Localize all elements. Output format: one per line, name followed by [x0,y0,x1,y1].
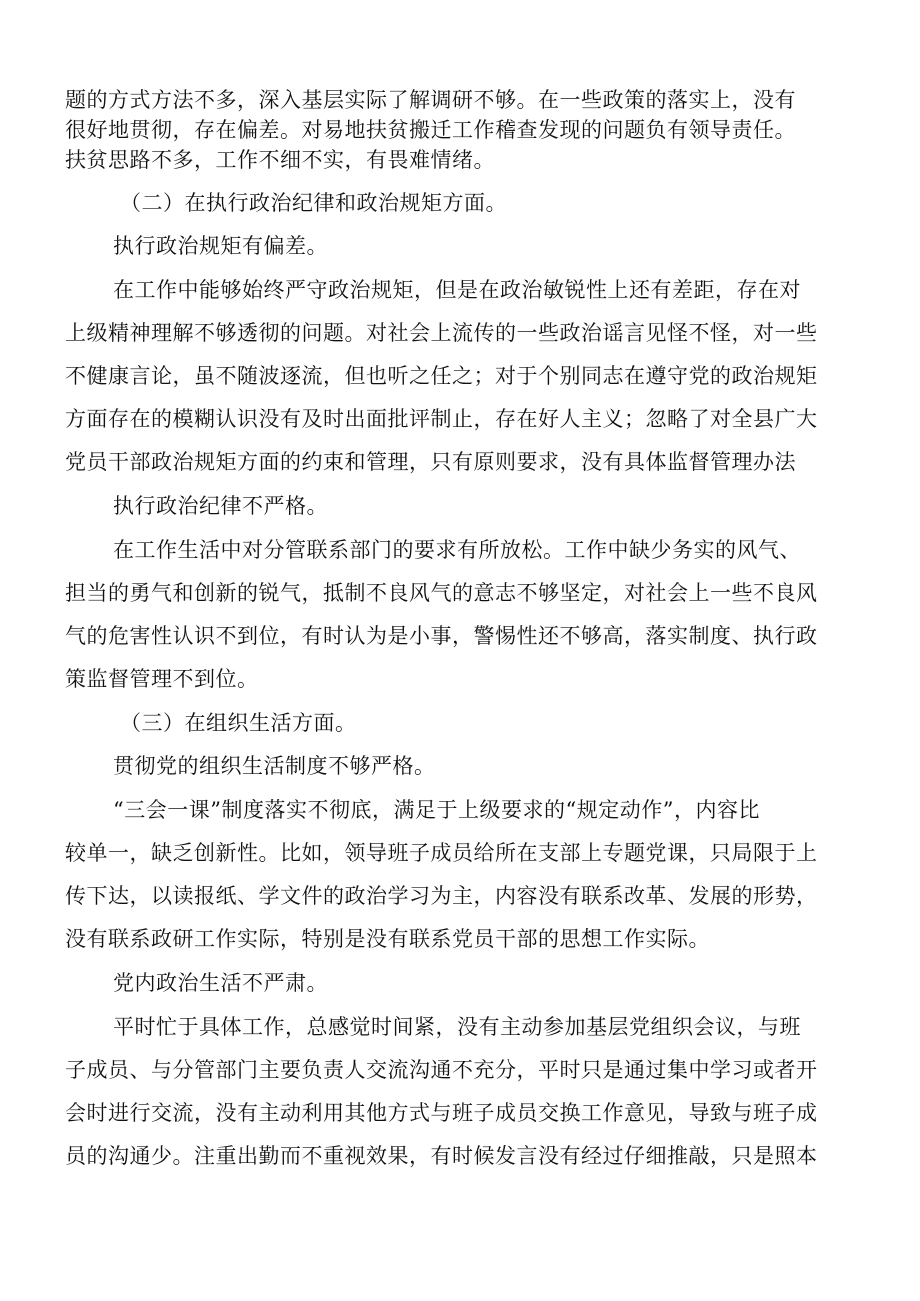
subheading: 执行政治规矩有偏差。 [113,234,328,258]
paragraph-line: 党员干部政治规矩方面的约束和管理，只有原则要求，没有具体监督管理办法 [65,450,796,474]
section-heading: （二）在执行政治纪律和政治规矩方面。 [120,191,507,215]
paragraph-line: 气的危害性认识不到位，有时认为是小事，警惕性还不够高，落实制度、执行政 [65,624,818,648]
paragraph-line: 不健康言论，虽不随波逐流，但也听之任之；对于个别同志在遵守党的政治规矩 [65,364,818,388]
paragraph-line: 扶贫思路不多，工作不细不实，有畏难情绪。 [65,148,495,172]
paragraph-line: 子成员、与分管部门主要负责人交流沟通不充分，平时只是通过集中学习或者开 [65,1058,818,1082]
paragraph-line: 较单一，缺乏创新性。比如，领导班子成员给所在支部上专题党课，只局限于上 [65,841,818,865]
paragraph-line: 传下达，以读报纸、学文件的政治学习为主，内容没有联系改革、发展的形势， [65,884,818,908]
paragraph-line: 方面存在的模糊认识没有及时出面批评制止，存在好人主义；忽略了对全县广大 [65,407,818,431]
section-heading: （三）在组织生活方面。 [120,711,357,735]
paragraph-line: 很好地贯彻，存在偏差。对易地扶贫搬迁工作稽查发现的问题负有领导责任。 [65,118,796,142]
paragraph-line: 题的方式方法不多，深入基层实际了解调研不够。在一些政策的落实上，没有 [65,88,796,112]
paragraph-line: 在工作生活中对分管联系部门的要求有所放松。工作中缺少务实的风气、 [113,538,801,562]
paragraph-line: 员的沟通少。注重出勤而不重视效果，有时候发言没有经过仔细推敲，只是照本 [65,1144,818,1168]
paragraph-line: 上级精神理解不够透彻的问题。对社会上流传的一些政治谣言见怪不怪，对一些 [65,321,818,345]
paragraph-line: 会时进行交流，没有主动利用其他方式与班子成员交换工作意见，导致与班子成 [65,1101,818,1125]
paragraph-line: 担当的勇气和创新的锐气，抵制不良风气的意志不够坚定，对社会上一些不良风 [65,581,818,605]
paragraph-line: 没有联系政研工作实际，特别是没有联系党员干部的思想工作实际。 [65,927,710,951]
paragraph-line: 平时忙于具体工作，总感觉时间紧，没有主动参加基层党组织会议，与班 [113,1015,801,1039]
paragraph-line: 策监督管理不到位。 [65,667,259,691]
paragraph-line: “三会一课”制度落实不彻底，满足于上级要求的“规定动作”，内容比 [113,798,760,822]
subheading: 党内政治生活不严肃。 [113,971,328,995]
paragraph-line: 在工作中能够始终严守政治规矩，但是在政治敏锐性上还有差距，存在对 [113,278,801,302]
subheading: 贯彻党的组织生活制度不够严格。 [113,754,436,778]
subheading: 执行政治纪律不严格。 [113,494,328,518]
